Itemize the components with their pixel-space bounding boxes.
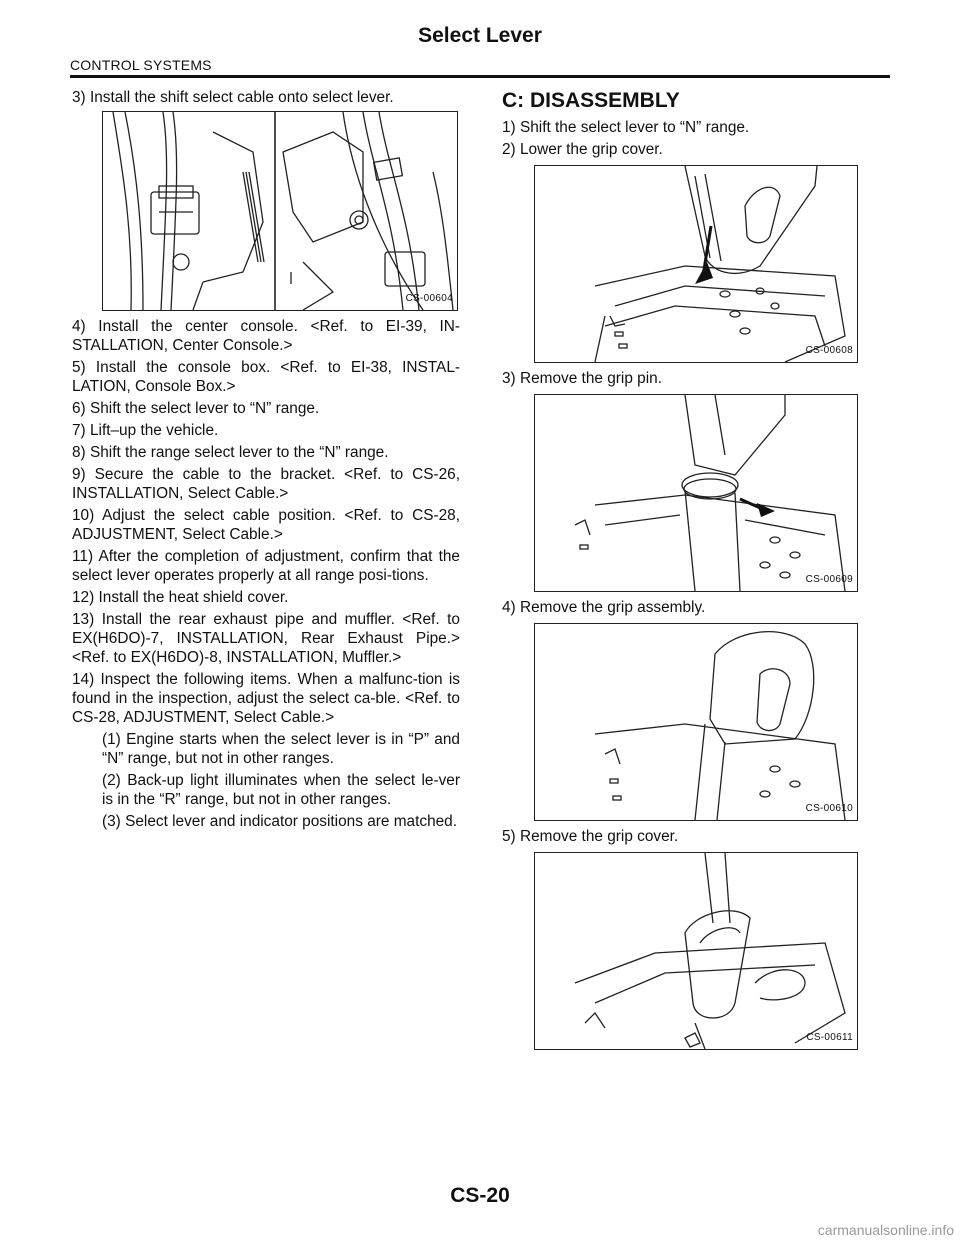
figure-cs-00604 xyxy=(102,111,458,311)
remove-grip-pin-illustration xyxy=(535,395,857,591)
right-column xyxy=(502,88,862,1050)
figure-code: CS-00611 xyxy=(806,1032,853,1043)
disassembly-step-5: 5) Remove the grip cover. xyxy=(502,828,679,845)
step-11: 11) After the completion of adjustment, confirm that the select lever operates properly at all range posi-tions. xyxy=(72,548,460,584)
step-13: 13) Install the rear exhaust pipe and muffler. <Ref. to EX(H6DO)-7, INSTALLATION, Rear Exhaust Pipe.> <Ref. to EX(H6DO)-8, INSTALLATION, Muffler.> xyxy=(72,611,460,666)
disassembly-step-3: 3) Remove the grip pin. xyxy=(502,370,662,387)
section-name: CONTROL SYSTEMS xyxy=(70,57,212,73)
cable-installation-illustration xyxy=(103,112,457,310)
step-7: 7) Lift–up the vehicle. xyxy=(72,422,219,439)
step-6: 6) Shift the select lever to “N” range. xyxy=(72,400,320,417)
step-12: 12) Install the heat shield cover. xyxy=(72,589,289,606)
substep-1: (1) Engine starts when the select lever is in “P” and “N” range, but not in other ranges. xyxy=(102,731,460,767)
step-3: 3) Install the shift select cable onto select lever. xyxy=(72,89,394,106)
step-4: 4) Install the center console. <Ref. to EI-39, IN-STALLATION, Center Console.> xyxy=(72,318,460,354)
step-5: 5) Install the console box. <Ref. to EI-38, INSTAL-LATION, Console Box.> xyxy=(72,359,460,395)
remove-grip-cover-illustration xyxy=(535,853,857,1049)
lower-grip-cover-illustration xyxy=(535,166,857,362)
figure-cs-00611 xyxy=(534,852,858,1050)
left-column xyxy=(72,88,460,834)
disassembly-step-4: 4) Remove the grip assembly. xyxy=(502,599,706,616)
watermark: carmanualsonline.info xyxy=(817,1222,954,1238)
substep-2: (2) Back-up light illuminates when the select le-ver is in the “R” range, but not in other ranges. xyxy=(102,772,460,808)
page-number: CS-20 xyxy=(450,1184,510,1207)
figure-cs-00609 xyxy=(534,394,858,592)
disassembly-step-2: 2) Lower the grip cover. xyxy=(502,141,663,158)
disassembly-step-1: 1) Shift the select lever to “N” range. xyxy=(502,119,750,136)
remove-grip-assembly-illustration xyxy=(535,624,857,820)
step-9: 9) Secure the cable to the bracket. <Ref. to CS-26, INSTALLATION, Select Cable.> xyxy=(72,466,460,502)
step-14: 14) Inspect the following items. When a malfunc-tion is found in the inspection, adjust the select ca-ble. <Ref. to CS-28, ADJUSTMENT, Select Cable.> xyxy=(72,671,460,726)
figure-code: CS-00608 xyxy=(805,345,853,356)
figure-code: CS-00610 xyxy=(805,803,853,814)
step-10: 10) Adjust the select cable position. <Ref. to CS-28, ADJUSTMENT, Select Cable.> xyxy=(72,507,460,543)
figure-code: CS-00604 xyxy=(405,293,453,304)
figure-cs-00608 xyxy=(534,165,858,363)
header-divider xyxy=(70,75,890,78)
substep-3: (3) Select lever and indicator positions are matched. xyxy=(102,813,458,830)
figure-cs-00610 xyxy=(534,623,858,821)
figure-code: CS-00609 xyxy=(805,574,853,585)
page-title: Select Lever xyxy=(418,24,542,47)
section-heading: C: DISASSEMBLY xyxy=(502,89,680,112)
step-8: 8) Shift the range select lever to the “N” range. xyxy=(72,444,389,461)
